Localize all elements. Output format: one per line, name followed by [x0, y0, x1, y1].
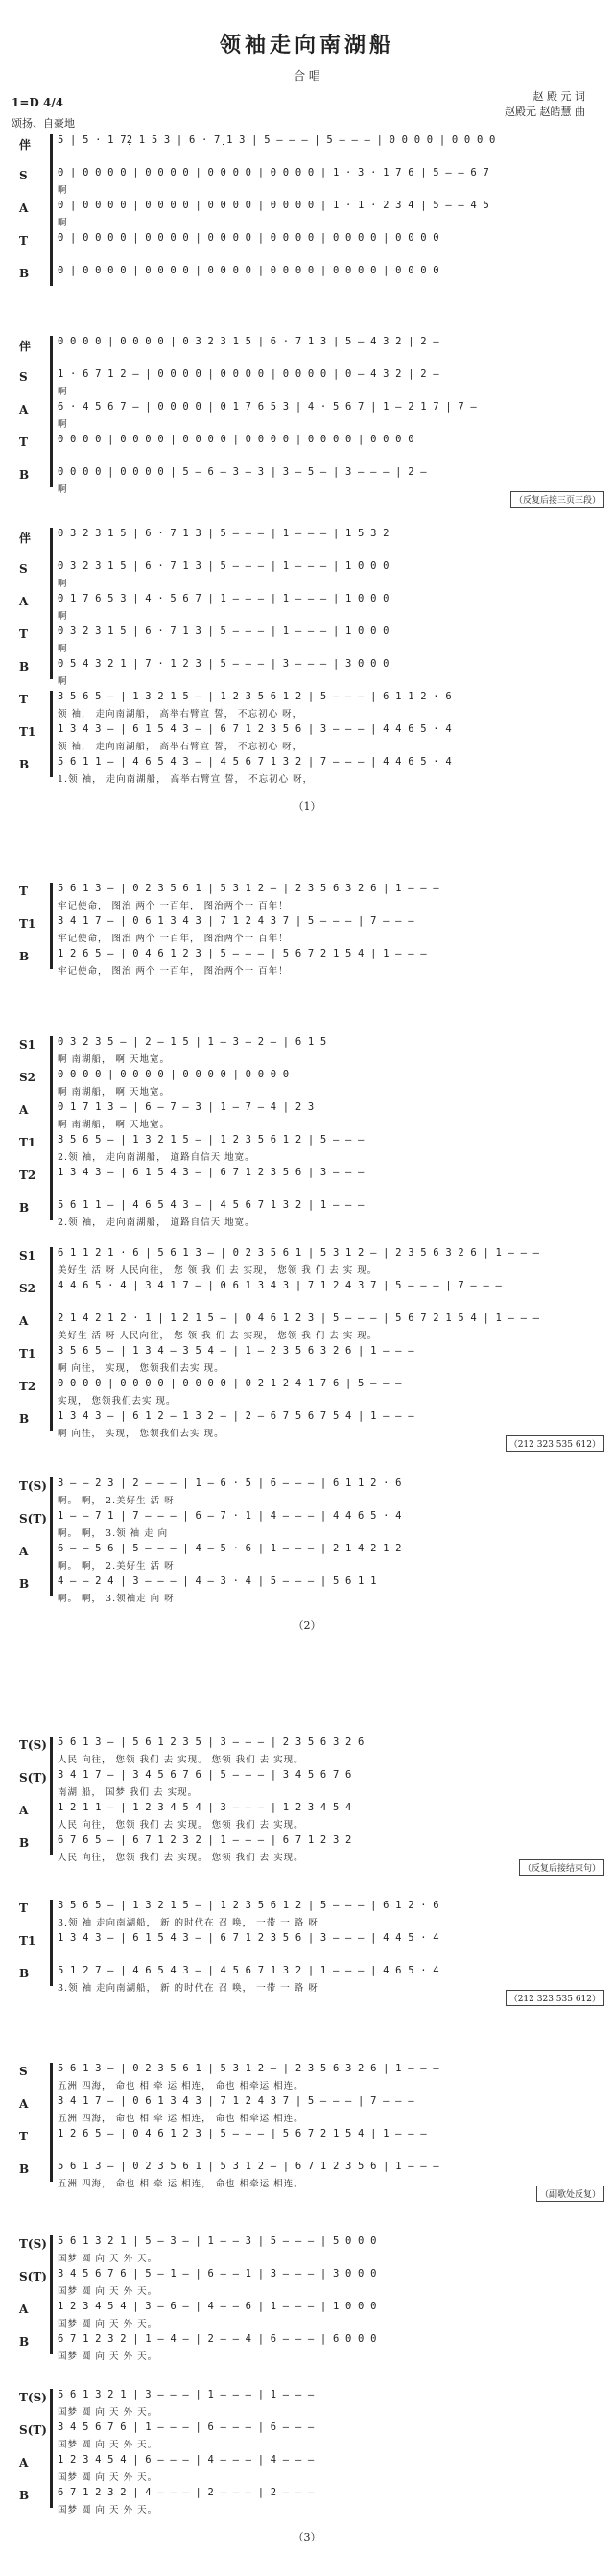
notation-line: 1 2 1 1 — | 1 2 3 4 5 4 | 3 — — — | 1 2 3 4 5 4	[58, 1802, 352, 1813]
part-label: T1	[19, 1136, 36, 1149]
score-system	[0, 883, 614, 981]
notation-line: 0 0 0 0 | 0 0 0 0 | 0 3 2 3 1 5 | 6 · 7 1 3 | 5 — 4 3 2 | 2 —	[58, 336, 439, 347]
lyric-line: 3.领 袖 走向南湖船， 新 的时代在 召 唤， 一带 一 路 呀	[58, 1983, 319, 1994]
lyric-line: 啊	[58, 644, 68, 654]
score-system	[0, 1247, 614, 1450]
part-label: A	[19, 1545, 29, 1558]
part-label: B	[19, 1836, 30, 1850]
lyric-line: 啊。 啊， 3.领 袖 走 向	[58, 1528, 169, 1539]
notation-line: 6 — — 5 6 | 5 — — — | 4 — 5 · 6 | 1 — — — | 2 1 4 2 1 2	[58, 1543, 402, 1554]
part-label: B	[19, 468, 30, 482]
score-system	[0, 2389, 614, 2543]
lyric-line: 美好生 活 呀 人民向往， 您 领 我 们 去 实现， 您领 我 们 去 实 现。	[58, 1331, 378, 1341]
part-label: S	[19, 2065, 28, 2078]
page-number: （1）	[293, 800, 321, 813]
part-label: S	[19, 562, 28, 576]
part-label: A	[19, 2097, 29, 2111]
notation-line: 0 | 0 0 0 0 | 0 0 0 0 | 0 0 0 0 | 0 0 0 0 | 1 · 3 · 1 7 6 | 5 — — 6 7	[58, 167, 489, 178]
part-label: S(T)	[19, 2423, 47, 2437]
lyricist-credit: 赵 殿 元 词	[532, 90, 585, 103]
part-label: T2	[19, 1169, 36, 1182]
lyric-line: 牢记使命， 图治 两个 一百年， 图治两个一 百年！	[58, 934, 289, 944]
song-subtitle: 合 唱	[294, 69, 320, 83]
song-title: 领袖走向南湖船	[219, 33, 394, 58]
part-label: T1	[19, 917, 36, 931]
lyric-line: 五洲 四海， 命也 相 牵 运 相连， 命也 相牵运 相连。	[58, 2179, 304, 2189]
lyric-line: 领 袖， 走向南湖船， 高举右臂宣 誓， 不忘初心 呀，	[58, 709, 303, 720]
lyric-line: 国梦 圆 向 天 外 天。	[58, 2319, 158, 2329]
part-label: A	[19, 595, 29, 608]
notation-line: 6 7 1 2 3 2 | 1 — 4 — | 2 — — 4 | 6 — — — | 6 0 0 0	[58, 2333, 377, 2345]
lyric-line: 人民 向往， 您领 我们 去 实现。 您领 我们 去 实现。	[58, 1755, 304, 1765]
part-label: T2	[19, 1380, 36, 1393]
part-label: B	[19, 2489, 30, 2502]
performance-note: （副歌处反复）	[536, 2186, 604, 2202]
part-label: T	[19, 1902, 28, 1915]
notation-line: 5 6 1 1 — | 4 6 5 4 3 — | 4 5 6 7 1 3 2 | 7 — — — | 4 4 6 5 · 4	[58, 756, 452, 768]
notation-line: 0 3 2 3 1 5 | 6 · 7 1 3 | 5 — — — | 1 — — — | 1 0 0 0	[58, 560, 390, 572]
lyric-line: 啊 南湖船， 啊 天地宽。	[58, 1054, 171, 1065]
notation-line: 1 3 4 3 — | 6 1 5 4 3 — | 6 7 1 2 3 5 6 | 3 — — —	[58, 1167, 365, 1178]
notation-line: 5 1 2 7 — | 4 6 5 4 3 — | 4 5 6 7 1 3 2 | 1 — — — | 4 6 5 · 4	[58, 1965, 439, 1976]
score-system	[0, 1737, 614, 1874]
part-label: B	[19, 2162, 30, 2176]
lyric-line: 1.领 袖， 走向南湖船， 高举右臂宣 誓， 不忘初心 呀，	[58, 774, 314, 785]
notation-line: 0 | 0 0 0 0 | 0 0 0 0 | 0 0 0 0 | 0 0 0 0 | 0 0 0 0 | 0 0 0 0	[58, 265, 439, 276]
notation-line: 0 5 4 3 2 1 | 7 · 1 2 3 | 5 — — — | 3 — — — | 3 0 0 0	[58, 658, 390, 670]
notation-line: 1 3 4 3 — | 6 1 5 4 3 — | 6 7 1 2 3 5 6 | 3 — — — | 4 4 5 · 4	[58, 1932, 439, 1944]
lyric-line: 南湖 船， 国梦 我们 去 实现。	[58, 1787, 199, 1798]
notation-line: 3 — — 2 3 | 2 — — — | 1 — 6 · 5 | 6 — — — | 6 1 1 2 · 6	[58, 1477, 402, 1489]
part-label: S	[19, 370, 28, 384]
lyric-line: 啊。 啊， 2.美好生 活 呀	[58, 1496, 175, 1506]
part-label: A	[19, 2303, 29, 2316]
part-label: S	[19, 169, 28, 182]
notation-line: 0 1 7 6 5 3 | 4 · 5 6 7 | 1 — — — | 1 — — — | 1 0 0 0	[58, 593, 390, 604]
part-label: T(S)	[19, 1738, 47, 1752]
lyric-line: 啊 向往， 实现， 您领我们去实 现。	[58, 1363, 224, 1374]
performance-note: （212 323 535 612）	[506, 1435, 604, 1452]
lyric-line: 啊	[58, 579, 68, 589]
part-label: T1	[19, 1934, 36, 1948]
lyric-line: 啊	[58, 218, 68, 228]
system-bracket	[50, 1247, 53, 1431]
part-label: B	[19, 267, 30, 280]
notation-line: 1 2 3 4 5 4 | 6 — — — | 4 — — — | 4 — — —	[58, 2454, 315, 2466]
part-label: S1	[19, 1249, 36, 1263]
part-label: A	[19, 1804, 29, 1817]
part-label: T1	[19, 1347, 36, 1360]
lyric-line: 3.领 袖 走向南湖船， 新 的时代在 召 唤， 一带 一 路 呀	[58, 1918, 319, 1928]
system-bracket	[50, 1036, 53, 1220]
lyric-line: 2.领 袖， 走向南湖船， 道路自信天 地宽。	[58, 1217, 255, 1228]
lyric-line: 国梦 圆 向 天 外 天。	[58, 2407, 158, 2418]
notation-line: 0 0 0 0 | 0 0 0 0 | 5 — 6 — 3 — 3 | 3 — 5 — | 3 — — — | 2 —	[58, 466, 427, 478]
notation-line: 3 5 6 5 — | 1 3 4 — 3 5 4 — | 1 — 2 3 5 6 3 2 6 | 1 — — —	[58, 1345, 414, 1357]
part-label: B	[19, 950, 30, 963]
notation-line: 5 6 1 3 — | 5 6 1 2 3 5 | 3 — — — | 2 3 5 6 3 2 6	[58, 1737, 365, 1748]
lyric-line: 国梦 圆 向 天 外 天。	[58, 2472, 158, 2483]
part-label: S(T)	[19, 1512, 47, 1525]
notation-line: 3 4 1 7 — | 0 6 1 3 4 3 | 7 1 2 4 3 7 | 5 — — — | 7 — — —	[58, 2095, 414, 2107]
notation-line: 2 1 4 2 1 2 · 1 | 1 2 1 5 — | 0 4 6 1 2 3 | 5 — — — | 5 6 7 2 1 5 4 | 1 — — —	[58, 1312, 540, 1324]
part-label: B	[19, 758, 30, 771]
notation-line: 6 1 1 2 1 · 6 | 5 6 1 3 — | 0 2 3 5 6 1 | 5 3 1 2 — | 2 3 5 6 3 2 6 | 1 — — —	[58, 1247, 540, 1259]
lyric-line: 五洲 四海， 命也 相 牵 运 相连， 命也 相牵运 相连。	[58, 2081, 304, 2092]
score-system	[0, 528, 614, 691]
notation-line: 1 2 3 4 5 4 | 3 — 6 — | 4 — — 6 | 1 — — — | 1 0 0 0	[58, 2301, 377, 2312]
notation-line: 0 3 2 3 1 5 | 6 · 7 1 3 | 5 — — — | 1 — — — | 1 0 0 0	[58, 626, 390, 637]
lyric-line: 人民 向往， 您领 我们 去 实现。 您领 我们 去 实现。	[58, 1820, 304, 1831]
part-label: S(T)	[19, 1771, 47, 1784]
lyric-line: 啊	[58, 419, 68, 430]
notation-line: 0 0 0 0 | 0 0 0 0 | 0 0 0 0 | 0 2 1 2 4 1 7 6 | 5 — — —	[58, 1378, 402, 1389]
part-label: S(T)	[19, 2270, 47, 2283]
notation-line: 5 | 5 · 1 7̣2 1 5 3 | 6 · 7̣ 1 3 | 5 — — — | 5 — — — | 0 0 0 0 | 0 0 0 0	[58, 134, 496, 146]
part-label: T(S)	[19, 2391, 47, 2404]
part-label: A	[19, 2456, 29, 2470]
lyric-line: 国梦 圆 向 天 外 天。	[58, 2286, 158, 2297]
part-label: S2	[19, 1282, 36, 1295]
part-label: T	[19, 885, 28, 898]
notation-line: 3 4 5 6 7 6 | 5 — 1 — | 6 — — 1 | 3 — — — | 3 0 0 0	[58, 2268, 377, 2280]
performance-note: （反复后接结束句）	[519, 1859, 604, 1876]
lyric-line: 国梦 圆 向 天 外 天。	[58, 2351, 158, 2362]
notation-line: 5 6 1 3 — | 0 2 3 5 6 1 | 5 3 1 2 — | 6 7 1 2 3 5 6 | 1 — — —	[58, 2161, 439, 2172]
lyric-line: 啊 向往， 实现， 您领我们去实 现。	[58, 1429, 224, 1439]
part-label: A	[19, 1103, 29, 1117]
notation-line: 5 6 1 1 — | 4 6 5 4 3 — | 4 5 6 7 1 3 2 | 1 — — —	[58, 1199, 365, 1211]
notation-line: 3 4 1 7 — | 0 6 1 3 4 3 | 7 1 2 4 3 7 | 5 — — — | 7 — — —	[58, 915, 414, 927]
lyric-line: 牢记使命， 图治 两个 一百年， 图治两个一 百年！	[58, 901, 289, 911]
notation-line: 0 3 2 3 5 — | 2 — 1 5 | 1 — 3 — 2 — | 6 1 5	[58, 1036, 327, 1048]
performance-note: （反复后接三页三段）	[510, 491, 604, 508]
part-label: B	[19, 2335, 30, 2349]
notation-line: 3 4 1 7 — | 3 4 5 6 7 6 | 5 — — — | 3 4 5 6 7 6	[58, 1769, 352, 1781]
notation-line: 3 5 6 5 — | 1 3 2 1 5 — | 1 2 3 5 6 1 2 | 5 — — —	[58, 1134, 365, 1146]
notation-line: 0 1 7 1 3 — | 6 — 7 — 3 | 1 — 7 — 4 | 2 3	[58, 1101, 315, 1113]
lyric-line: 2.领 袖， 走向南湖船， 道路自信天 地宽。	[58, 1152, 255, 1163]
score-system	[0, 336, 614, 506]
score-system	[0, 134, 614, 297]
lyric-line: 国梦 圆 向 天 外 天。	[58, 2440, 158, 2450]
part-label: T	[19, 436, 28, 449]
page-number: （3）	[293, 2531, 321, 2543]
notation-line: 5 6 1 3 2 1 | 3 — — — | 1 — — — | 1 — — —	[58, 2389, 315, 2400]
notation-line: 1 3 4 3 — | 6 1 2 — 1 3 2 — | 2 — 6 7 5 6 7 5 4 | 1 — — —	[58, 1410, 414, 1422]
lyric-line: 国梦 圆 向 天 外 天。	[58, 2254, 158, 2264]
lyric-line: 啊 南湖船， 啊 天地宽。	[58, 1087, 171, 1098]
lyric-line: 实现， 您领我们去实 现。	[58, 1396, 177, 1406]
part-label: B	[19, 660, 30, 674]
performance-note: （212 323 535 612）	[506, 1990, 604, 2006]
part-label: T	[19, 2130, 28, 2143]
part-label: S1	[19, 1038, 36, 1052]
part-label: T	[19, 627, 28, 641]
notation-line: 1 3 4 3 — | 6 1 5 4 3 — | 6 7 1 2 3 5 6 | 3 — — — | 4 4 6 5 · 4	[58, 723, 452, 735]
lyric-line: 国梦 圆 向 天 外 天。	[58, 2505, 158, 2516]
part-label: T(S)	[19, 1479, 47, 1493]
page-number: （2）	[293, 1619, 321, 1632]
score-system	[0, 691, 614, 813]
notation-line: 5 6 1 3 — | 0 2 3 5 6 1 | 5 3 1 2 — | 2 3 5 6 3 2 6 | 1 — — —	[58, 883, 439, 894]
notation-line: 6 7 1 2 3 2 | 4 — — — | 2 — — — | 2 — — —	[58, 2487, 315, 2498]
notation-line: 0 3 2 3 1 5 | 6 · 7 1 3 | 5 — — — | 1 — — — | 1 5 3 2	[58, 528, 390, 539]
notation-line: 0 0 0 0 | 0 0 0 0 | 0 0 0 0 | 0 0 0 0	[58, 1069, 290, 1080]
part-label: B	[19, 1967, 30, 1980]
notation-line: 0 | 0 0 0 0 | 0 0 0 0 | 0 0 0 0 | 0 0 0 0 | 0 0 0 0 | 0 0 0 0	[58, 232, 439, 244]
notation-line: 3 5 6 5 — | 1 3 2 1 5 — | 1 2 3 5 6 1 2 | 5 — — — | 6 1 2 · 6	[58, 1900, 439, 1911]
score-system	[0, 1477, 614, 1632]
lyric-line: 啊 南湖船， 啊 天地宽。	[58, 1120, 171, 1130]
part-label: A	[19, 403, 29, 416]
notation-line: 1 2 6 5 — | 0 4 6 1 2 3 | 5 — — — | 5 6 7 2 1 5 4 | 1 — — —	[58, 2128, 427, 2139]
lyric-line: 啊	[58, 611, 68, 622]
lyric-line: 啊	[58, 387, 68, 397]
notation-line: 3 4 5 6 7 6 | 1 — — — | 6 — — — | 6 — — —	[58, 2422, 315, 2433]
part-label: 伴	[19, 340, 32, 353]
notation-line: 3 5 6 5 — | 1 3 2 1 5 — | 1 2 3 5 6 1 2 | 5 — — — | 6 1 1 2 · 6	[58, 691, 452, 702]
notation-line: 6 · 4 5 6 7 — | 0 0 0 0 | 0 1 7 6 5 3 | 4 · 5 6 7 | 1 — 2 1 7 | 7 —	[58, 401, 477, 413]
part-label: T	[19, 693, 28, 706]
part-label: T	[19, 234, 28, 248]
notation-line: 1 · 6 7 1 2 — | 0 0 0 0 | 0 0 0 0 | 0 0 0 0 | 0 — 4 3 2 | 2 —	[58, 368, 439, 380]
lyric-line: 领 袖， 走向南湖船， 高举右臂宣 誓， 不忘初心 呀，	[58, 742, 303, 752]
part-label: B	[19, 1201, 30, 1215]
tempo-marking: 颂扬、自豪地	[12, 117, 75, 130]
lyric-line: 五洲 四海， 命也 相 牵 运 相连， 命也 相牵运 相连。	[58, 2114, 304, 2124]
notation-line: 6 7 6 5 — | 6 7 1 2 3 2 | 1 — — — | 6 7 1 2 3 2	[58, 1834, 352, 1846]
notation-line: 1 2 6 5 — | 0 4 6 1 2 3 | 5 — — — | 5 6 7 2 1 5 4 | 1 — — —	[58, 948, 427, 959]
part-label: T1	[19, 725, 36, 739]
lyric-line: 啊	[58, 185, 68, 196]
notation-line: 5 6 1 3 — | 0 2 3 5 6 1 | 5 3 1 2 — | 2 3 5 6 3 2 6 | 1 — — —	[58, 2063, 439, 2074]
lyric-line: 啊。 啊， 3.领袖走 向 呀	[58, 1594, 175, 1604]
notation-line: 1 — — 7 1 | 7 — — — | 6 — 7 · 1 | 4 — — — | 4 4 6 5 · 4	[58, 1510, 402, 1522]
composer-credit: 赵殿元 赵皓慧 曲	[505, 106, 585, 118]
notation-line: 0 | 0 0 0 0 | 0 0 0 0 | 0 0 0 0 | 0 0 0 0 | 1 · 1 · 2 3 4 | 5 — — 4 5	[58, 200, 489, 211]
notation-line: 4 — — 2 4 | 3 — — — | 4 — 3 · 4 | 5 — — — | 5 6 1 1	[58, 1575, 377, 1587]
part-label: B	[19, 1412, 30, 1426]
lyric-line: 啊	[58, 676, 68, 687]
score-system	[0, 1036, 614, 1232]
notation-line: 4 4 6 5 · 4 | 3 4 1 7 — | 0 6 1 3 4 3 | 7 1 2 4 3 7 | 5 — — — | 7 — — —	[58, 1280, 503, 1291]
lyric-line: 啊。 啊， 2.美好生 活 呀	[58, 1561, 175, 1572]
notation-line: 0 0 0 0 | 0 0 0 0 | 0 0 0 0 | 0 0 0 0 | 0 0 0 0 | 0 0 0 0	[58, 434, 414, 445]
part-label: T(S)	[19, 2237, 47, 2251]
score-system	[0, 2235, 614, 2366]
lyric-line: 美好生 活 呀 人民向往， 您 领 我 们 去 实现， 您领 我 们 去 实 现。	[58, 1265, 378, 1276]
part-label: A	[19, 201, 29, 215]
score-system	[0, 2063, 614, 2200]
part-label: A	[19, 1314, 29, 1328]
part-label: S2	[19, 1071, 36, 1084]
part-label: 伴	[19, 138, 32, 152]
lyric-line: 牢记使命， 图治 两个 一百年， 图治两个一 百年！	[58, 966, 289, 977]
key-signature: 1=D 4/4	[12, 96, 64, 109]
notation-line: 5 6 1 3 2 1 | 5 — 3 — | 1 — — 3 | 5 — — — | 5 0 0 0	[58, 2235, 377, 2247]
lyric-line: 啊	[58, 484, 68, 495]
part-label: 伴	[19, 532, 32, 545]
score-system	[0, 1900, 614, 2004]
lyric-line: 人民 向往， 您领 我们 去 实现。 您领 我们 去 实现。	[58, 1853, 304, 1863]
part-label: B	[19, 1577, 30, 1591]
